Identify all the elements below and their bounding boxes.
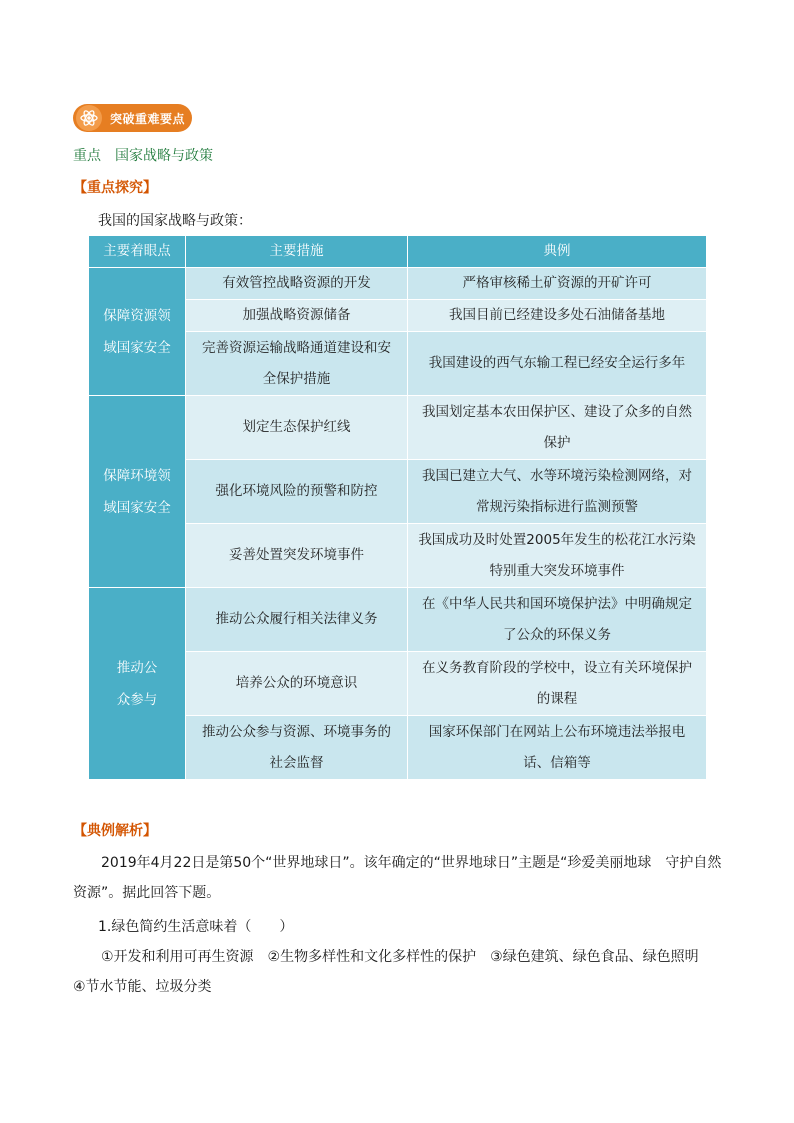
heading-title: 国家战略与政策 bbox=[115, 148, 213, 164]
measure-cell: 有效管控战略资源的开发 bbox=[186, 268, 408, 300]
measure-cell: 推动公众参与资源、环境事务的社会监督 bbox=[186, 716, 408, 780]
category-cell: 推动公众参与 bbox=[89, 588, 186, 780]
section-heading bbox=[73, 145, 213, 165]
example-cell: 我国成功及时处置2005年发生的松花江水污染特别重大突发环境事件 bbox=[408, 524, 707, 588]
measure-cell: 妥善处置突发环境事件 bbox=[186, 524, 408, 588]
example-cell: 我国已建立大气、水等环境污染检测网络，对常规污染指标进行监测预警 bbox=[408, 460, 707, 524]
example-cell: 在义务教育阶段的学校中，设立有关环境保护的课程 bbox=[408, 652, 707, 716]
header-measures: 主要措施 bbox=[186, 236, 408, 268]
answer-options: ①开发和利用可再生资源 ②生物多样性和文化多样性的保护 ③绿色建筑、绿色食品、绿色照明 ④节水节能、垃圾分类 bbox=[73, 949, 713, 995]
example-analysis-tag: 【典例解析】 bbox=[73, 823, 157, 839]
measure-cell: 加强战略资源储备 bbox=[186, 300, 408, 332]
measure-cell: 培养公众的环境意识 bbox=[186, 652, 408, 716]
category-cell: 保障环境领域国家安全 bbox=[89, 396, 186, 588]
key-exploration-tag: 【重点探究】 bbox=[73, 180, 157, 196]
table-header-row bbox=[89, 236, 707, 268]
measure-cell: 推动公众履行相关法律义务 bbox=[186, 588, 408, 652]
atom-icon bbox=[76, 105, 102, 131]
table-row bbox=[89, 268, 707, 300]
badge-label: 突破重难要点 bbox=[110, 111, 186, 126]
example-cell: 我国目前已经建设多处石油储备基地 bbox=[408, 300, 707, 332]
table-row bbox=[89, 588, 707, 652]
passage-text: 2019年4月22日是第50个“世界地球日”。该年确定的“世界地球日”主题是“珍爱美丽地球 守护自然资源”。据此回答下题。 bbox=[73, 855, 722, 901]
example-cell: 国家环保部门在网站上公布环境违法举报电话、信箱等 bbox=[408, 716, 707, 780]
example-cell: 我国划定基本农田保护区、建设了众多的自然保护 bbox=[408, 396, 707, 460]
intro-text: 我国的国家战略与政策： bbox=[98, 213, 252, 229]
example-cell: 严格审核稀土矿资源的开矿许可 bbox=[408, 268, 707, 300]
example-cell: 在《中华人民共和国环境保护法》中明确规定了公众的环保义务 bbox=[408, 588, 707, 652]
measure-cell: 完善资源运输战略通道建设和安全保护措施 bbox=[186, 332, 408, 396]
question-text: 1.绿色简约生活意味着（ ） bbox=[98, 919, 294, 935]
table-row bbox=[89, 396, 707, 460]
heading-prefix: 重点 bbox=[73, 148, 101, 164]
category-cell: 保障资源领域国家安全 bbox=[89, 268, 186, 396]
policy-table bbox=[88, 235, 707, 780]
header-examples: 典例 bbox=[408, 236, 707, 268]
example-cell: 我国建设的西气东输工程已经安全运行多年 bbox=[408, 332, 707, 396]
measure-cell: 划定生态保护红线 bbox=[186, 396, 408, 460]
measure-cell: 强化环境风险的预警和防控 bbox=[186, 460, 408, 524]
section-badge bbox=[73, 104, 192, 132]
header-focus: 主要着眼点 bbox=[89, 236, 186, 268]
